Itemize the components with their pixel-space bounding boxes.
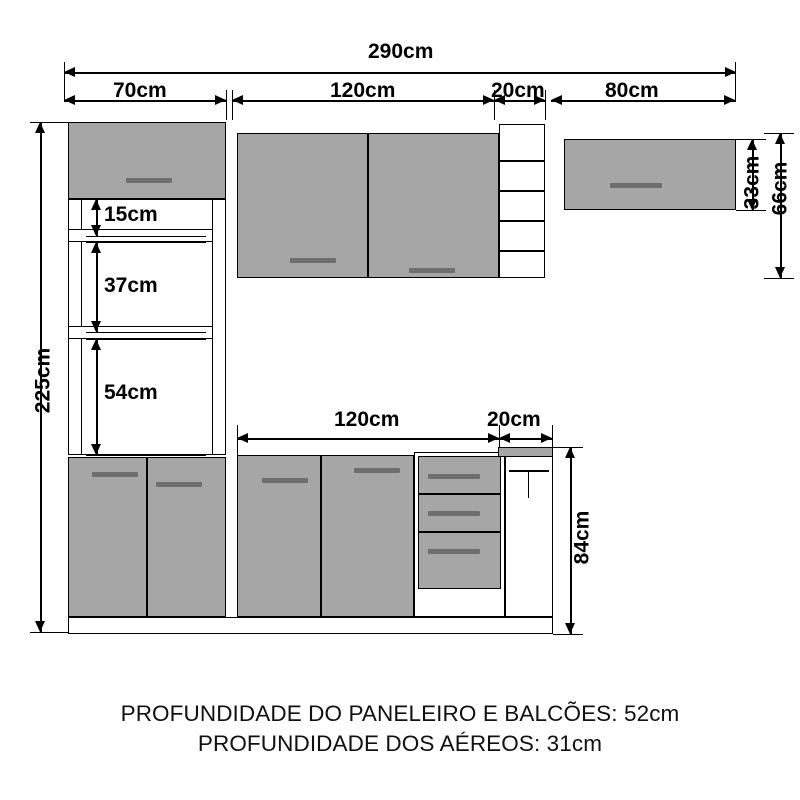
base-left-door-1 (68, 457, 147, 617)
upper-right-door-handle (610, 183, 662, 188)
dim-33-label: 33cm (740, 155, 764, 210)
dim-54-tick-top (86, 339, 206, 340)
dim-20-bottom-label: 20cm (487, 408, 541, 431)
upper-left-door-handle (126, 178, 172, 183)
dim-15-tick-top (86, 199, 206, 200)
countertop (498, 447, 553, 457)
dim-66-label: 66cm (768, 161, 792, 216)
dim-84-label: 84cm (570, 510, 594, 565)
upper-left-door (68, 122, 226, 199)
dim-66-arrow-down (775, 267, 785, 278)
base-drawer-1-handle (428, 474, 480, 479)
base-drawer-2-handle (428, 511, 480, 516)
dim-33-arrow-up (747, 139, 757, 150)
caption-depth-tall-and-base: PROFUNDIDADE DO PANELEIRO E BALCÕES: 52cm (120, 701, 680, 726)
dim-70-tick-right (226, 90, 227, 120)
base-drawer-3 (418, 532, 501, 589)
dim-15-arrow-down (91, 225, 101, 236)
dim-120-bottom-arrow-left (237, 433, 248, 443)
dim-15-label: 15cm (104, 203, 158, 226)
dim-84-arrow-up (565, 447, 575, 458)
dim-total-width-tick-right (735, 62, 736, 102)
dim-33-tick-top (736, 139, 766, 140)
base-right-divider (528, 470, 529, 498)
dim-20-top-label: 20cm (491, 79, 545, 102)
dim-37-line (96, 242, 98, 332)
dim-total-width-line (64, 72, 736, 74)
base-left-door-2 (147, 457, 226, 617)
upper-center-door-left (237, 133, 368, 278)
dim-66-tick-bottom (764, 278, 794, 279)
dim-225-tick-bottom (30, 632, 72, 633)
dim-120-top-label: 120cm (330, 79, 396, 102)
plinth (68, 617, 553, 634)
dim-225-arrow-up (35, 122, 45, 133)
upper-right-door (564, 139, 736, 210)
dim-84-tick-bottom (553, 634, 583, 635)
dim-66-tick-top (764, 133, 794, 134)
base-center-door-2-handle (354, 468, 400, 473)
caption-depth-upper: PROFUNDIDADE DOS AÉREOS: 31cm (197, 731, 603, 756)
upper-shelf-divider-1 (500, 160, 544, 162)
dim-120-bottom-arrow-right (488, 433, 499, 443)
dim-120-top-tick-left (232, 90, 233, 120)
dim-37-label: 37cm (104, 274, 158, 297)
dim-120-bottom-label: 120cm (334, 408, 400, 431)
base-left-door-2-handle (156, 482, 202, 487)
dim-84-arrow-down (565, 623, 575, 634)
dim-54-arrow-up (91, 339, 101, 350)
dim-66-arrow-up (775, 133, 785, 144)
dim-80-label: 80cm (605, 79, 659, 102)
dim-37-tick-bottom (86, 332, 206, 333)
upper-shelf-divider-4 (500, 250, 544, 252)
base-drawer-3-handle (428, 549, 480, 554)
upper-shelf-divider-3 (500, 220, 544, 222)
dim-225-arrow-down (35, 621, 45, 632)
dim-225-tick-top (30, 122, 72, 123)
dim-54-label: 54cm (104, 381, 158, 404)
dim-54-arrow-down (91, 444, 101, 455)
dim-120-bottom-line (237, 438, 499, 440)
dim-84-tick-top (553, 447, 583, 448)
dim-70-label: 70cm (113, 79, 167, 102)
dim-20-bottom-arrow-left (499, 433, 510, 443)
base-left-door-1-handle (92, 472, 138, 477)
dim-20-top-tick-right (545, 90, 546, 120)
dim-120-top-arrow-left (232, 95, 243, 105)
dim-37-arrow-up (91, 242, 101, 253)
dim-total-width-arrow-left (64, 67, 75, 77)
left-tower-right-panel (212, 199, 226, 455)
dim-54-line (96, 339, 98, 455)
dim-70-arrow-right (215, 95, 226, 105)
dim-70-arrow-left (64, 95, 75, 105)
dim-20-bottom-arrow-right (541, 433, 552, 443)
dim-total-width-label: 290cm (368, 40, 434, 63)
upper-center-door-right (368, 133, 499, 278)
base-center-door-2 (321, 455, 414, 617)
dim-80-arrow-right (724, 95, 735, 105)
upper-center-left-handle (290, 258, 336, 263)
dim-225-label: 225cm (31, 347, 55, 414)
upper-shelf-divider-2 (500, 190, 544, 192)
upper-shelf-column (499, 124, 545, 278)
base-center-door-1-handle (262, 478, 308, 483)
dim-15-tick-bottom (86, 236, 206, 237)
dim-80-arrow-left (551, 95, 562, 105)
upper-center-right-handle (409, 268, 455, 273)
dim-37-arrow-down (91, 321, 101, 332)
dim-15-arrow-up (91, 199, 101, 210)
dim-37-tick-top (86, 242, 206, 243)
